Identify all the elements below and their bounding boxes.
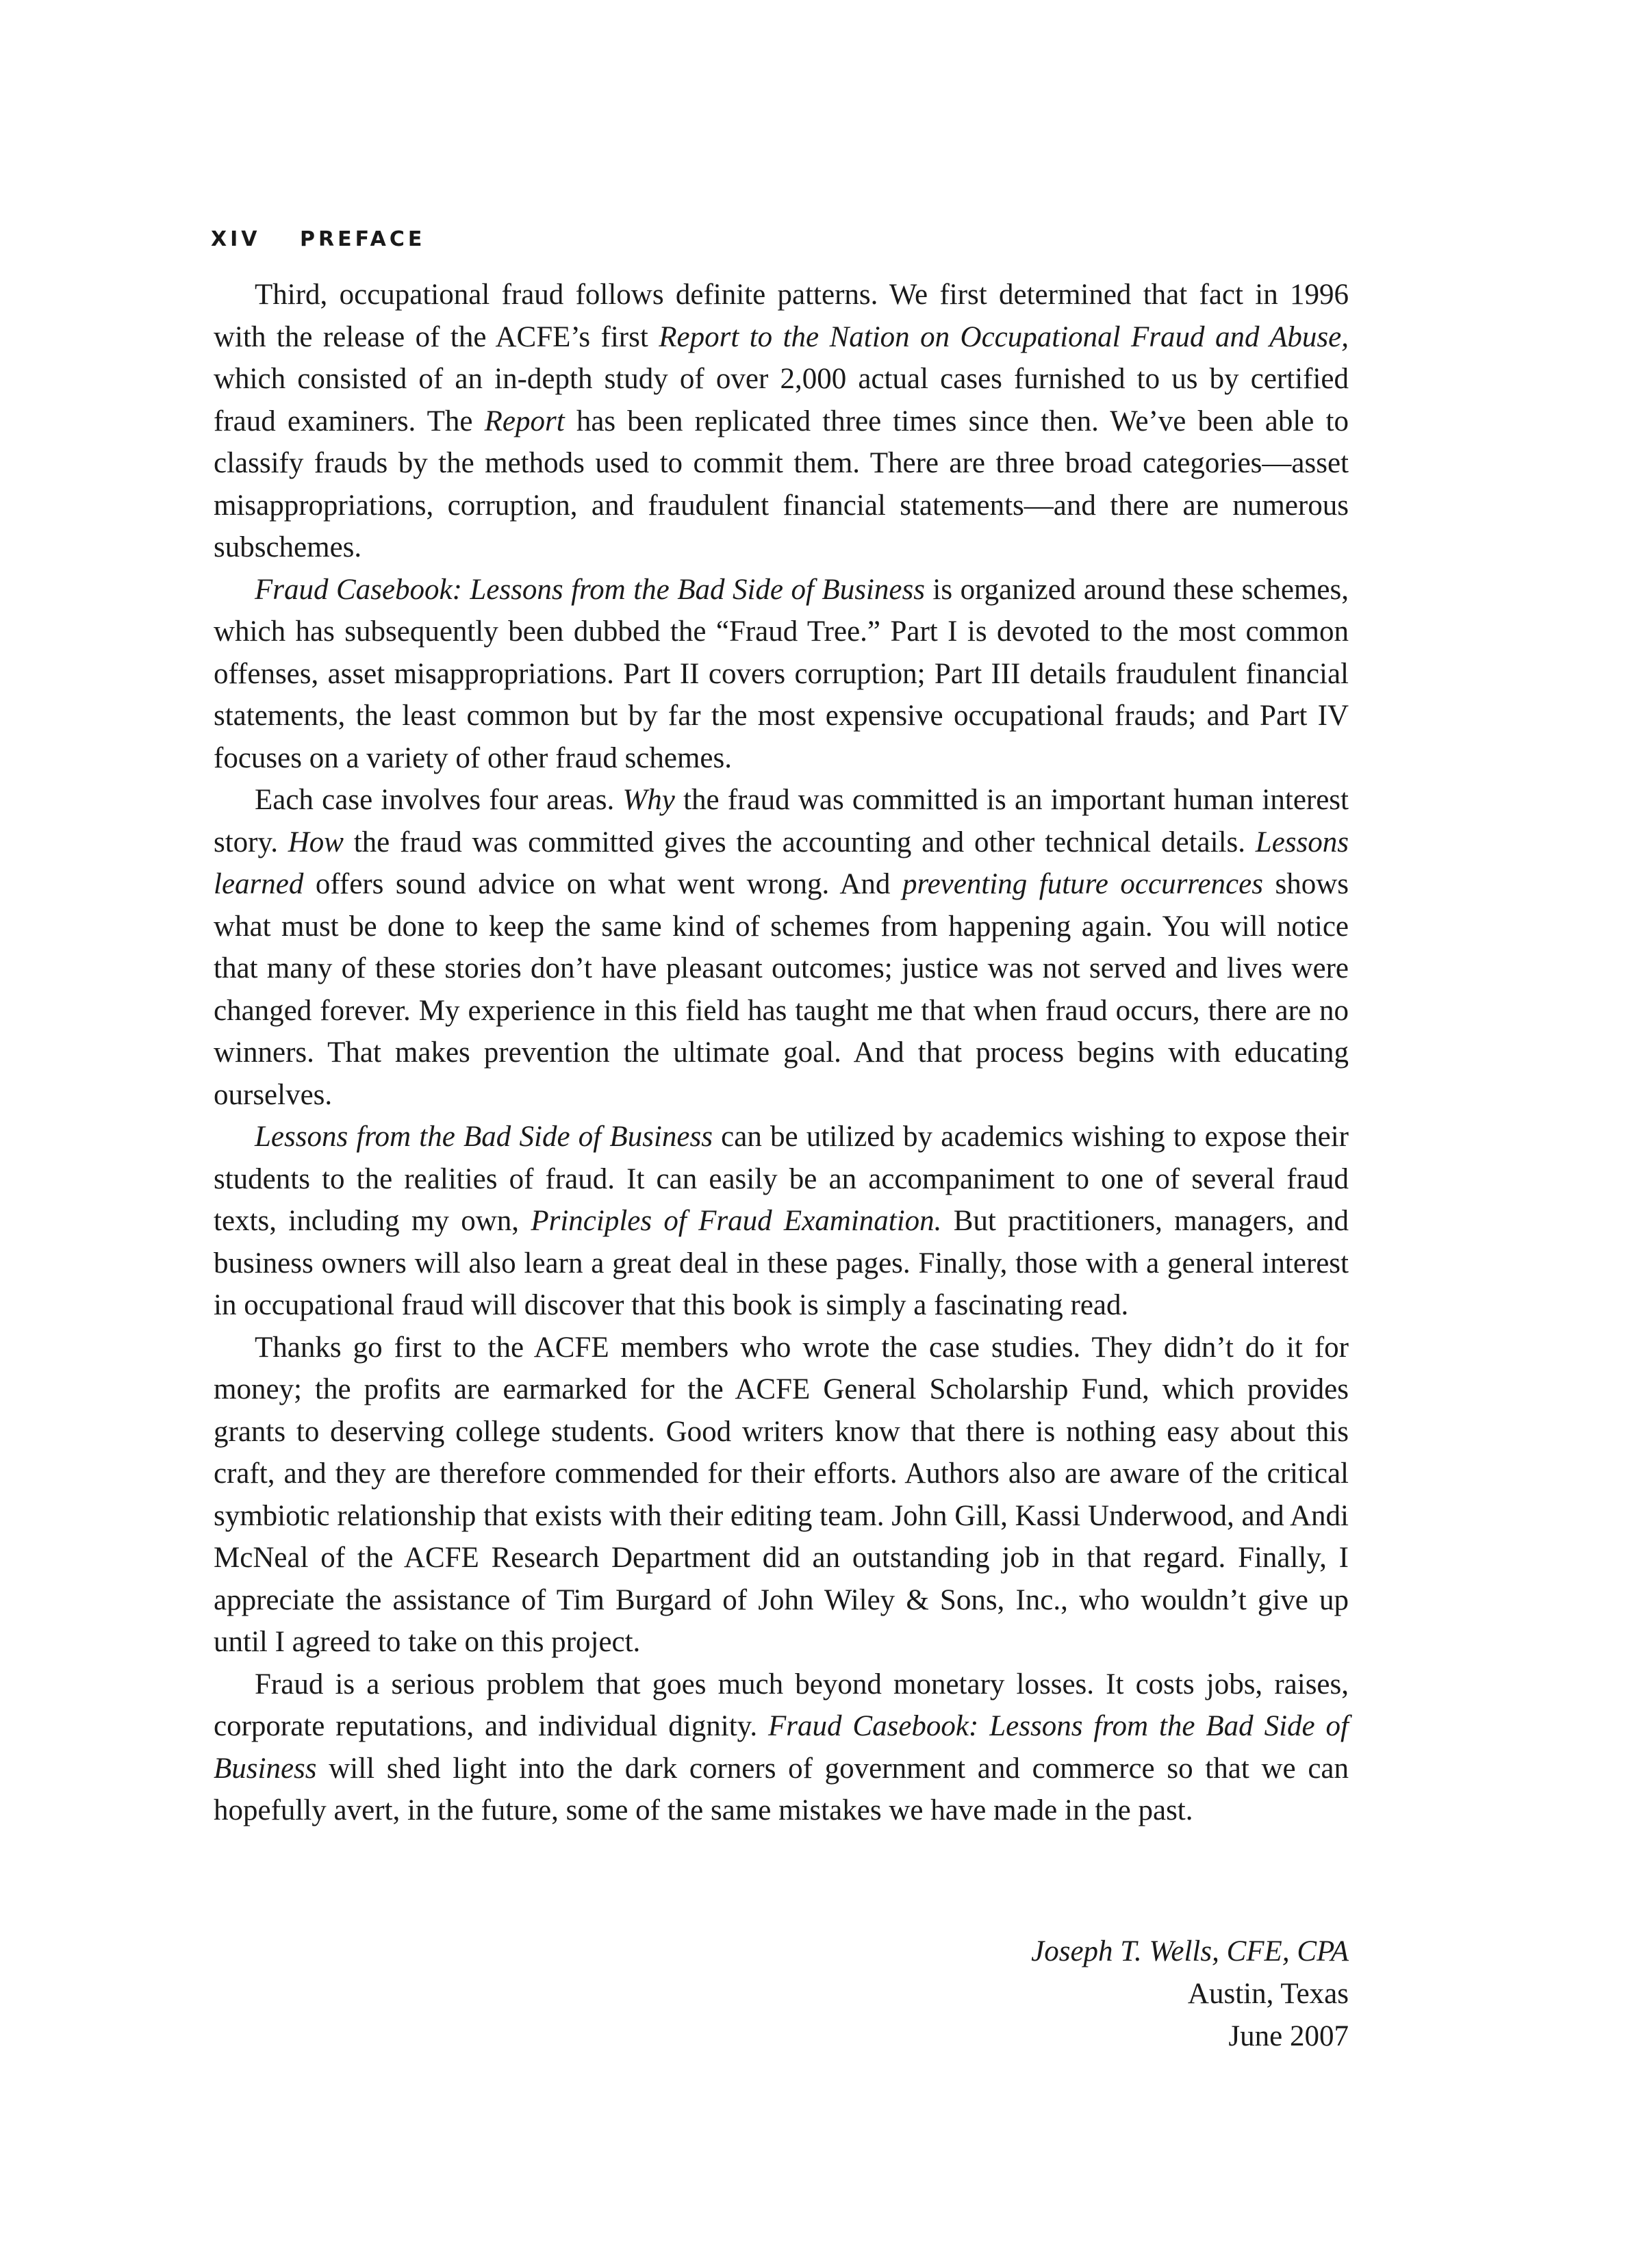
italic-text-run: preventing future occurrences: [902, 868, 1263, 900]
text-run: will shed light into the dark corners of government and commerce so that we can hopefully avert, in the future, some of the same mistakes we have made in the past.: [214, 1752, 1349, 1826]
text-run: shows what must be done to keep the same kind of schemes from happening again. You will notice that many of these stories don’t have pleasant outcomes; justice was not served and lives were changed forever. My experience in this field has taught me that when fraud occurs, there are no winners. That makes prevention the ultimate goal. And that process begins with educating ourselves.: [214, 868, 1349, 1111]
section-title: PREFACE: [300, 227, 426, 251]
text-run: But practitioners, managers, and business owners will also learn a great deal in these pages. Finally, those with a general interest in occupational fraud will discover that this book is simply a fascinating read.: [214, 1205, 1349, 1321]
italic-text-run: Principles of Fraud Examination.: [531, 1205, 942, 1237]
italic-text-run: Why: [622, 784, 675, 816]
paragraph: [214, 569, 1349, 780]
text-run: offers sound advice on what went wrong. And: [303, 868, 902, 900]
text-run: the fraud was committed is an important human interest story.: [214, 784, 1349, 858]
italic-text-run: Report: [484, 405, 565, 437]
text-run: Fraud is a serious problem that goes much beyond monetary losses. It costs jobs, raises, corporate reputations, and individual dignity.: [214, 1668, 1349, 1742]
text-run: can be utilized by academics wishing to expose their students to the realities of fraud. It can easily be an accompaniment to one of several fraud texts, including my own,: [214, 1121, 1349, 1237]
signature-block: [1031, 1931, 1349, 2058]
text-run: has been replicated three times since then. We’ve been able to classify frauds by the methods used to commit them. There are three broad categories—asset misappropriations, corruption, and fraudulent financial statements—and there are numerous subschemes.: [214, 405, 1349, 563]
italic-text-run: How: [288, 826, 344, 858]
italic-text-run: Lessons from the Bad Side of Business: [255, 1121, 713, 1153]
text-run: Each case involves four areas.: [255, 784, 623, 816]
text-run: Thanks go first to the ACFE members who wrote the case studies. They didn’t do it for money; the profits are earmarked for the ACFE General Scholarship Fund, which provides grants to deserving college students. Good writers know that there is nothing easy about this craft, and they are therefore commended for their efforts. Authors also are aware of the critical symbiotic relationship that exists with their editing team. John Gill, Kassi Underwood, and Andi McNeal of the ACFE Research Department did an outstanding job in that regard. Finally, I appreciate the assistance of Tim Burgard of John Wiley & Sons, Inc., who wouldn’t give up until I agreed to take on this project.: [214, 1331, 1349, 1658]
paragraph: [214, 274, 1349, 569]
page-number: XIV: [211, 227, 261, 251]
author-location: Austin, Texas: [1187, 1978, 1349, 2010]
text-run: which consisted of an in-depth study of over 2,000 actual cases furnished to us by certified fraud examiners. The: [214, 363, 1349, 437]
preface-body: [214, 274, 1349, 1832]
text-run: is organized around these schemes, which has subsequently been dubbed the “Fraud Tree.” Part I is devoted to the most common offenses, asset misappropriations. Part II covers corruption; Part III details fraudulent financial statements, the least common but by far the most expensive occupational frauds; and Part IV focuses on a variety of other fraud schemes.: [214, 573, 1349, 774]
text-run: Third, occupational fraud follows definite patterns. We first determined that fact in 1996 with the release of the ACFE’s first: [214, 279, 1349, 353]
italic-text-run: Fraud Casebook: Lessons from the Bad Side of Business: [214, 1710, 1349, 1785]
paragraph: [214, 1327, 1349, 1664]
text-run: the fraud was committed gives the accounting and other technical details.: [343, 826, 1256, 858]
paragraph: [214, 1116, 1349, 1327]
running-head: [211, 227, 425, 251]
paragraph: [214, 779, 1349, 1116]
paragraph: [214, 1664, 1349, 1832]
signature-date: June 2007: [1228, 2020, 1349, 2052]
italic-text-run: Report to the Nation on Occupational Fraud and Abuse,: [659, 320, 1349, 353]
italic-text-run: Fraud Casebook: Lessons from the Bad Side of Business: [255, 573, 925, 606]
italic-text-run: Lessons learned: [214, 826, 1349, 900]
author-name: Joseph T. Wells, CFE, CPA: [1031, 1935, 1349, 1967]
